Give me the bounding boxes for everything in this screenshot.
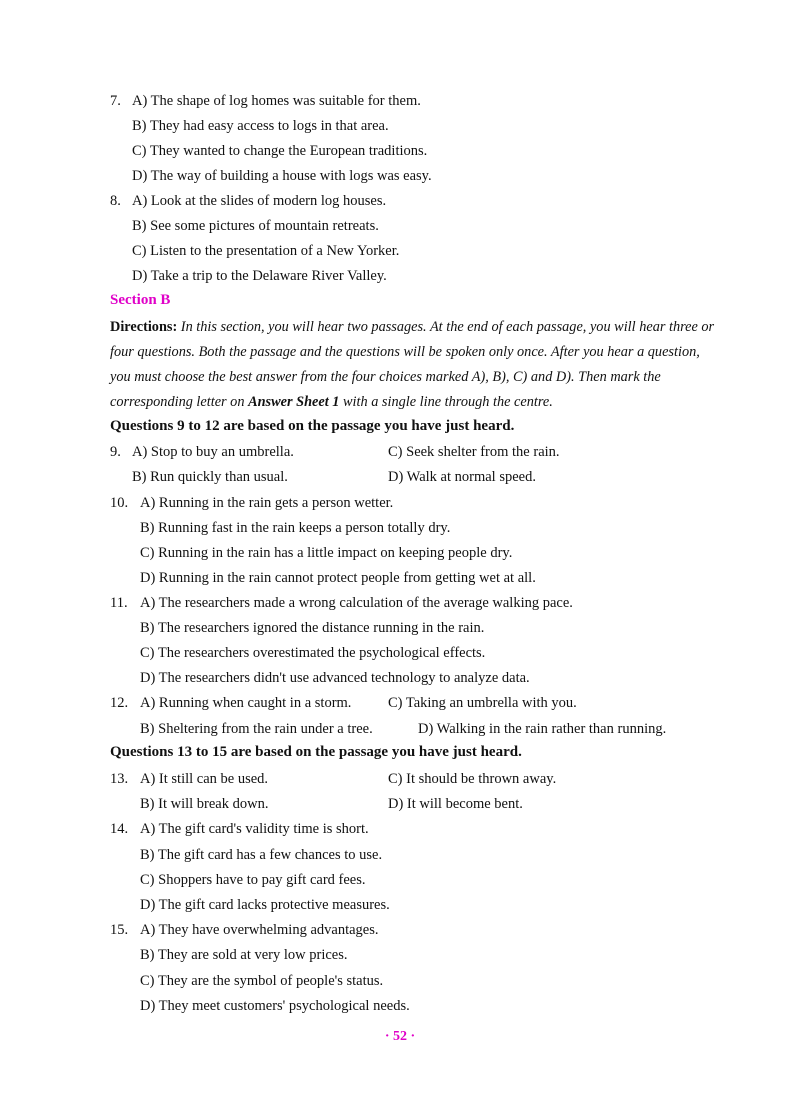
passage-heading-2: Questions 13 to 15 are based on the passage you have just heard. [110, 744, 522, 760]
answer-sheet-label: Answer Sheet 1 [248, 394, 340, 410]
option-c: C) The researchers overestimated the psychological effects. [140, 645, 486, 661]
option-c: C) Seek shelter from the rain. [388, 444, 560, 460]
option-b: B) It will break down. [140, 796, 269, 812]
option-a: A) Running in the rain gets a person wetter. [140, 495, 394, 511]
option-a: A) The gift card's validity time is short. [140, 821, 369, 837]
option-c: C) They are the symbol of people's status. [140, 973, 384, 989]
option-d: D) Take a trip to the Delaware River Valley. [132, 268, 387, 284]
option-b: B) See some pictures of mountain retreats. [132, 218, 379, 234]
option-c: C) Shoppers have to pay gift card fees. [140, 872, 366, 888]
directions-text-end: with a single line through the centre. [339, 394, 553, 410]
option-a: A) Look at the slides of modern log houses. [132, 193, 387, 209]
option-b: B) The gift card has a few chances to use. [140, 847, 383, 863]
option-a: A) It still can be used. [140, 771, 269, 787]
option-a: A) Running when caught in a storm. [140, 695, 352, 711]
option-c: C) It should be thrown away. [388, 771, 557, 787]
option-b: B) Running fast in the rain keeps a person totally dry. [140, 520, 451, 536]
section-title: Section B [110, 292, 171, 308]
option-d: D) The way of building a house with logs was easy. [132, 168, 432, 184]
option-b: B) They are sold at very low prices. [140, 947, 348, 963]
option-b: B) The researchers ignored the distance running in the rain. [140, 620, 485, 636]
option-a: A) The shape of log homes was suitable for them. [132, 93, 421, 109]
question-number: 7. [110, 93, 121, 109]
question-number: 14. [110, 821, 129, 837]
option-a: A) The researchers made a wrong calculation of the average walking pace. [140, 595, 573, 611]
option-c: C) They wanted to change the European traditions. [132, 143, 428, 159]
option-d: D) Walking in the rain rather than running. [418, 721, 667, 737]
question-number: 12. [110, 695, 129, 711]
page-number: · 52 · [384, 1029, 416, 1044]
option-c: C) Running in the rain has a little impact on keeping people dry. [140, 545, 513, 561]
passage-heading-1: Questions 9 to 12 are based on the passage you have just heard. [110, 418, 515, 434]
option-a: A) Stop to buy an umbrella. [132, 444, 294, 460]
option-b: B) Run quickly than usual. [132, 469, 288, 485]
option-d: D) The gift card lacks protective measures. [140, 897, 390, 913]
option-d: D) Walk at normal speed. [388, 469, 536, 485]
question-number: 8. [110, 193, 121, 209]
question-number: 9. [110, 444, 121, 460]
option-d: D) The researchers didn't use advanced technology to analyze data. [140, 670, 530, 686]
question-number: 15. [110, 922, 129, 938]
question-number: 11. [110, 595, 128, 611]
directions [110, 315, 722, 415]
option-b: B) They had easy access to logs in that area. [132, 118, 389, 134]
question-number: 10. [110, 495, 129, 511]
option-c: C) Taking an umbrella with you. [388, 695, 577, 711]
option-c: C) Listen to the presentation of a New Yorker. [132, 243, 400, 259]
directions-label: Directions: [110, 319, 178, 335]
option-d: D) Running in the rain cannot protect people from getting wet at all. [140, 570, 536, 586]
option-b: B) Sheltering from the rain under a tree. [140, 721, 373, 737]
directions-text: In this section, you will hear two passages. At the end of each passage, you will hear three or four questions. Both the passage and the questions will be spoken only once. After you hear a question, you must choose the best answer from the four choices marked A), B), C) and D). Then mark the corresponding letter on [110, 319, 715, 410]
option-d: D) It will become bent. [388, 796, 523, 812]
option-a: A) They have overwhelming advantages. [140, 922, 379, 938]
option-d: D) They meet customers' psychological needs. [140, 998, 410, 1014]
question-number: 13. [110, 771, 129, 787]
